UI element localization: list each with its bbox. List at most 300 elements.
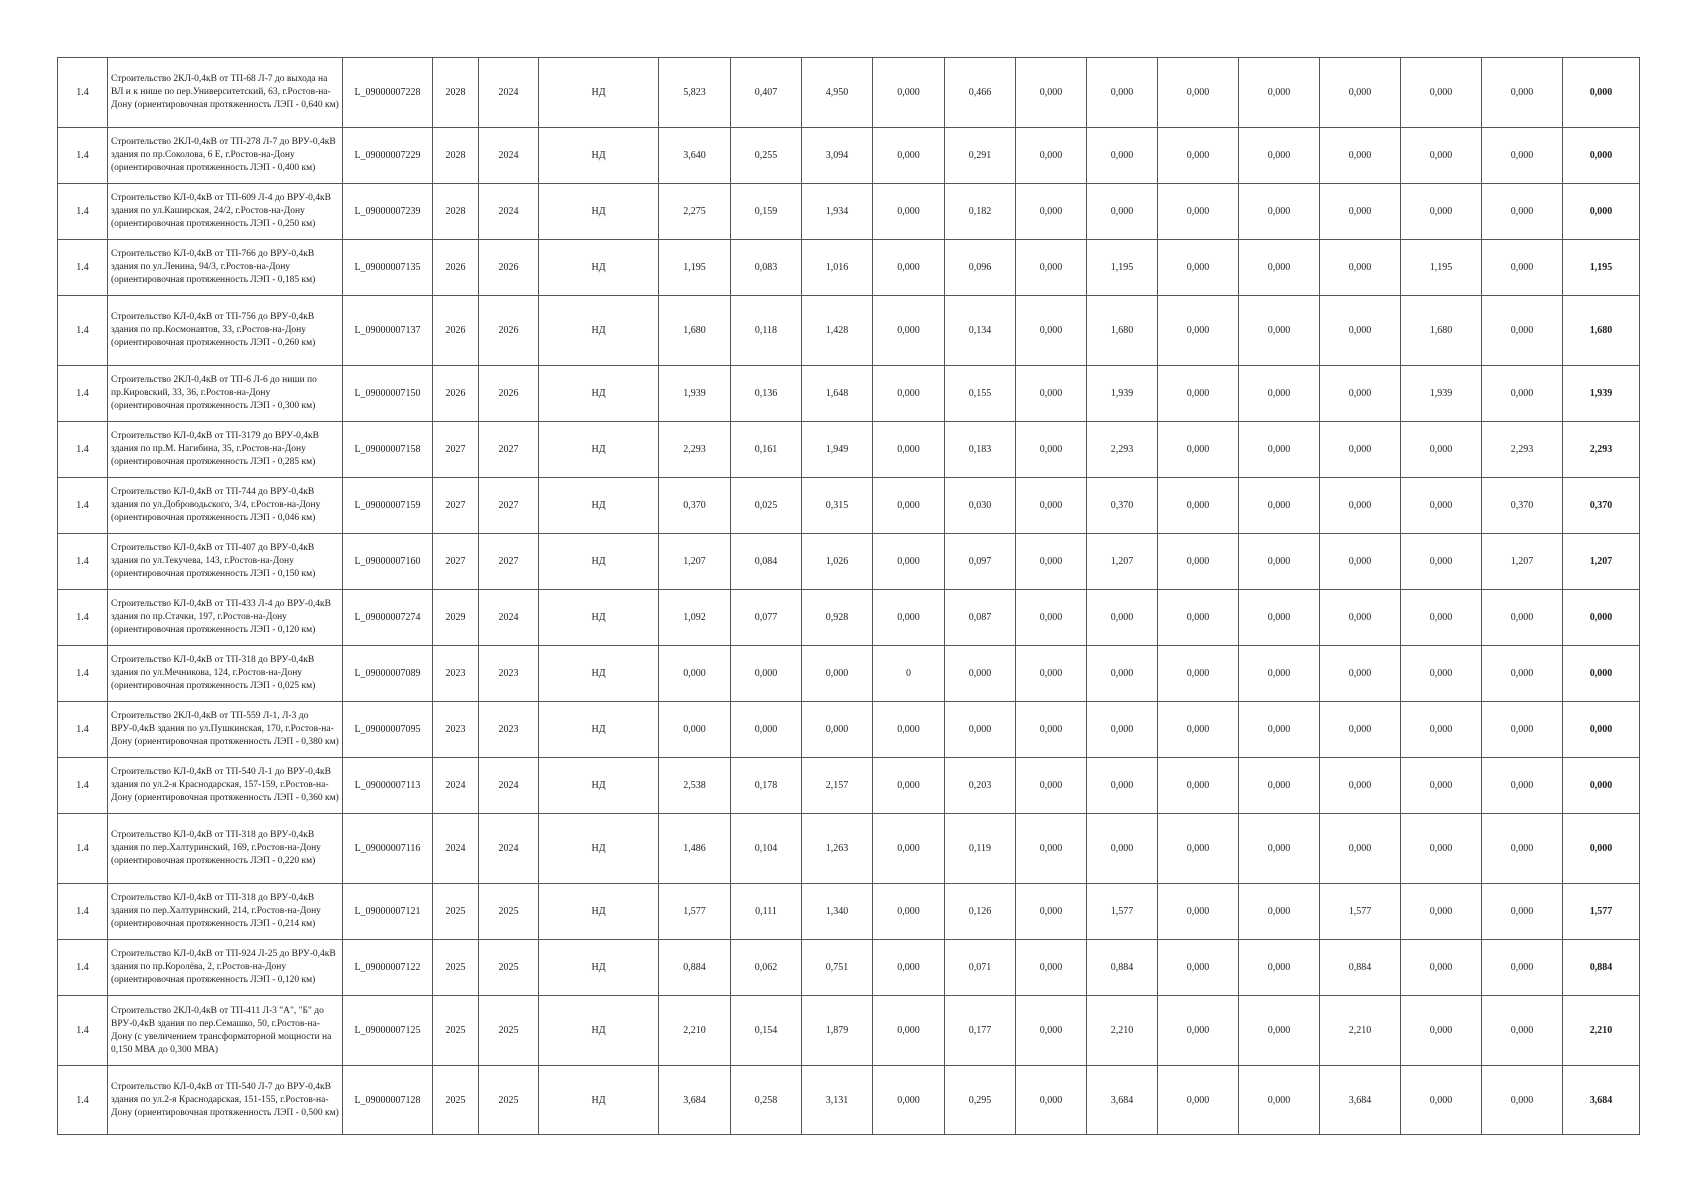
value-cell: 0,000	[873, 758, 945, 814]
value-cell: 0,203	[945, 758, 1016, 814]
value-cell: 0,000	[1087, 184, 1158, 240]
value-cell: 0,000	[1239, 478, 1320, 534]
value-cell: 0,000	[1158, 590, 1239, 646]
table-row	[58, 296, 1640, 366]
total-cell: 0,000	[1563, 128, 1640, 184]
value-cell: 3,684	[1320, 1066, 1401, 1135]
year-end-cell: 2026	[479, 366, 539, 422]
row-number-cell: 1.4	[58, 646, 108, 702]
year-start-cell: 2023	[433, 702, 479, 758]
value-cell: 0,000	[1158, 1066, 1239, 1135]
year-start-cell: 2023	[433, 646, 479, 702]
value-cell: 0,315	[802, 478, 873, 534]
value-cell: 0,000	[1320, 646, 1401, 702]
value-cell: 1,207	[1087, 534, 1158, 590]
value-cell: 0,000	[1239, 240, 1320, 296]
row-number-cell: 1.4	[58, 590, 108, 646]
table-row	[58, 1066, 1640, 1135]
table-row	[58, 58, 1640, 128]
value-cell: 0,000	[1016, 590, 1087, 646]
value-cell: 0,407	[731, 58, 802, 128]
value-cell: 0,000	[1239, 814, 1320, 884]
value-cell: 0,161	[731, 422, 802, 478]
value-cell: 0,000	[1016, 366, 1087, 422]
year-start-cell: 2028	[433, 184, 479, 240]
value-cell: 0,000	[1482, 296, 1563, 366]
value-cell: 0,751	[802, 940, 873, 996]
total-cell: 0,884	[1563, 940, 1640, 996]
total-cell: 1,680	[1563, 296, 1640, 366]
value-cell: 0,000	[1482, 758, 1563, 814]
value-cell: 0,000	[873, 296, 945, 366]
project-code-cell: L_09000007128	[343, 1066, 433, 1135]
total-cell: 0,000	[1563, 758, 1640, 814]
value-cell: 0,000	[1320, 422, 1401, 478]
total-cell: 2,210	[1563, 996, 1640, 1066]
value-cell: 4,950	[802, 58, 873, 128]
total-cell: 3,684	[1563, 1066, 1640, 1135]
value-cell: 0,000	[1158, 702, 1239, 758]
value-cell: 0,000	[1401, 646, 1482, 702]
value-cell: 0,000	[1158, 534, 1239, 590]
value-cell: 1,195	[659, 240, 731, 296]
row-number-cell: 1.4	[58, 366, 108, 422]
project-code-cell: L_09000007116	[343, 814, 433, 884]
value-cell: 0,000	[659, 646, 731, 702]
value-cell: 0,000	[1016, 940, 1087, 996]
project-code-cell: L_09000007228	[343, 58, 433, 128]
row-number-cell: 1.4	[58, 884, 108, 940]
value-cell: 0,000	[873, 940, 945, 996]
year-end-cell: 2024	[479, 184, 539, 240]
value-cell: 0,096	[945, 240, 1016, 296]
value-cell: 0,000	[1320, 184, 1401, 240]
value-cell: 0,000	[1482, 184, 1563, 240]
value-cell: 1,207	[659, 534, 731, 590]
value-cell: 3,684	[659, 1066, 731, 1135]
project-code-cell: L_09000007158	[343, 422, 433, 478]
value-cell: 0,884	[1087, 940, 1158, 996]
value-cell: 0,255	[731, 128, 802, 184]
value-cell: 0,000	[1239, 702, 1320, 758]
value-cell: 0,000	[1320, 478, 1401, 534]
value-cell: 1,680	[1087, 296, 1158, 366]
value-cell: 0,000	[659, 702, 731, 758]
value-cell: 1,207	[1482, 534, 1563, 590]
year-start-cell: 2027	[433, 422, 479, 478]
value-cell: 3,684	[1087, 1066, 1158, 1135]
data-table	[57, 57, 1640, 1135]
description-cell: Строительство 2КЛ-0,4кВ от ТП-68 Л-7 до выхода на ВЛ и к нише по пер.Университетский, 63, г.Ростов-на-Дону (ориентировочная протяженность ЛЭП - 0,640 км)	[108, 58, 343, 128]
value-cell: 0,000	[1158, 296, 1239, 366]
value-cell: 0,083	[731, 240, 802, 296]
description-cell: Строительство КЛ-0,4кВ от ТП-433 Л-4 до ВРУ-0,4кВ здания по пр.Стачки, 197, г.Ростов-на-Дону (ориентировочная протяженность ЛЭП - 0,120 км)	[108, 590, 343, 646]
value-cell: 0,000	[1158, 184, 1239, 240]
description-cell: Строительство 2КЛ-0,4кВ от ТП-559 Л-1, Л-3 до ВРУ-0,4кВ здания по ул.Пушкинская, 170, г.Ростов-на-Дону (ориентировочная протяженность ЛЭП - 0,380 км)	[108, 702, 343, 758]
status-cell: НД	[539, 240, 659, 296]
value-cell: 2,210	[1320, 996, 1401, 1066]
year-start-cell: 2028	[433, 58, 479, 128]
value-cell: 0,000	[1087, 58, 1158, 128]
row-number-cell: 1.4	[58, 296, 108, 366]
value-cell: 0,126	[945, 884, 1016, 940]
description-cell: Строительство КЛ-0,4кВ от ТП-318 до ВРУ-0,4кВ здания по пер.Халтуринский, 169, г.Ростов-на-Дону (ориентировочная протяженность ЛЭП - 0,220 км)	[108, 814, 343, 884]
value-cell: 0,000	[1239, 646, 1320, 702]
table-row	[58, 996, 1640, 1066]
year-start-cell: 2025	[433, 884, 479, 940]
value-cell: 0,000	[802, 702, 873, 758]
value-cell: 0,000	[873, 814, 945, 884]
year-start-cell: 2024	[433, 758, 479, 814]
value-cell: 0,000	[1320, 296, 1401, 366]
status-cell: НД	[539, 758, 659, 814]
value-cell: 0,154	[731, 996, 802, 1066]
description-cell: Строительство 2КЛ-0,4кВ от ТП-411 Л-3 "А", "Б" до ВРУ-0,4кВ здания по пер.Семашко, 50, г.Ростов-на-Дону (с увеличением трансформаторной мощности на 0,150 МВА до 0,300 МВА)	[108, 996, 343, 1066]
value-cell: 1,263	[802, 814, 873, 884]
project-code-cell: L_09000007160	[343, 534, 433, 590]
year-start-cell: 2026	[433, 240, 479, 296]
value-cell: 1,939	[1401, 366, 1482, 422]
value-cell: 0,000	[1320, 590, 1401, 646]
value-cell: 1,577	[1320, 884, 1401, 940]
value-cell: 0,000	[873, 478, 945, 534]
value-cell: 0,000	[1158, 884, 1239, 940]
value-cell: 0,000	[1087, 128, 1158, 184]
value-cell: 0,000	[945, 646, 1016, 702]
year-end-cell: 2025	[479, 884, 539, 940]
value-cell: 1,939	[1087, 366, 1158, 422]
total-cell: 0,000	[1563, 58, 1640, 128]
description-cell: Строительство КЛ-0,4кВ от ТП-924 Л-25 до ВРУ-0,4кВ здания по пр.Королёва, 2, г.Ростов-на-Дону (ориентировочная протяженность ЛЭП - 0,120 км)	[108, 940, 343, 996]
value-cell: 1,486	[659, 814, 731, 884]
value-cell: 0,000	[1320, 366, 1401, 422]
total-cell: 2,293	[1563, 422, 1640, 478]
value-cell: 0,000	[873, 184, 945, 240]
value-cell: 0,000	[1239, 758, 1320, 814]
value-cell: 0,000	[1239, 128, 1320, 184]
year-end-cell: 2024	[479, 58, 539, 128]
status-cell: НД	[539, 884, 659, 940]
total-cell: 0,000	[1563, 702, 1640, 758]
value-cell: 0,136	[731, 366, 802, 422]
value-cell: 5,823	[659, 58, 731, 128]
status-cell: НД	[539, 366, 659, 422]
value-cell: 2,157	[802, 758, 873, 814]
value-cell: 2,210	[659, 996, 731, 1066]
value-cell: 0,000	[1482, 646, 1563, 702]
value-cell: 0,000	[1320, 758, 1401, 814]
project-code-cell: L_09000007122	[343, 940, 433, 996]
table-row	[58, 758, 1640, 814]
year-start-cell: 2027	[433, 478, 479, 534]
value-cell: 0,000	[1320, 128, 1401, 184]
value-cell: 0,291	[945, 128, 1016, 184]
value-cell: 0,000	[1320, 58, 1401, 128]
value-cell: 2,210	[1087, 996, 1158, 1066]
value-cell: 1,949	[802, 422, 873, 478]
table-row	[58, 240, 1640, 296]
value-cell: 0,084	[731, 534, 802, 590]
value-cell: 0,000	[1482, 996, 1563, 1066]
year-start-cell: 2025	[433, 1066, 479, 1135]
table-row	[58, 646, 1640, 702]
value-cell: 0,000	[1239, 590, 1320, 646]
value-cell: 0,000	[1401, 1066, 1482, 1135]
value-cell: 0,000	[1016, 996, 1087, 1066]
description-cell: Строительство КЛ-0,4кВ от ТП-3179 до ВРУ-0,4кВ здания по пр.М. Нагибина, 35, г.Ростов-на-Дону (ориентировочная протяженность ЛЭП - 0,285 км)	[108, 422, 343, 478]
value-cell: 0,000	[731, 646, 802, 702]
value-cell: 0,000	[1016, 240, 1087, 296]
project-code-cell: L_09000007089	[343, 646, 433, 702]
year-end-cell: 2024	[479, 590, 539, 646]
value-cell: 0,000	[873, 884, 945, 940]
project-code-cell: L_09000007229	[343, 128, 433, 184]
value-cell: 0,118	[731, 296, 802, 366]
project-code-cell: L_09000007125	[343, 996, 433, 1066]
project-code-cell: L_09000007095	[343, 702, 433, 758]
value-cell: 0,025	[731, 478, 802, 534]
description-cell: Строительство КЛ-0,4кВ от ТП-540 Л-7 до ВРУ-0,4кВ здания по ул.2-я Краснодарская, 151-155, г.Ростов-на-Дону (ориентировочная протяженность ЛЭП - 0,500 км)	[108, 1066, 343, 1135]
value-cell: 0,466	[945, 58, 1016, 128]
value-cell: 0,119	[945, 814, 1016, 884]
value-cell: 1,195	[1087, 240, 1158, 296]
value-cell: 0,000	[1401, 422, 1482, 478]
value-cell: 2,293	[1482, 422, 1563, 478]
value-cell: 1,680	[1401, 296, 1482, 366]
value-cell: 0,000	[1158, 240, 1239, 296]
value-cell: 0,000	[1016, 296, 1087, 366]
value-cell: 0,000	[1087, 646, 1158, 702]
value-cell: 0,000	[1482, 884, 1563, 940]
value-cell: 1,577	[659, 884, 731, 940]
value-cell: 0,062	[731, 940, 802, 996]
value-cell: 3,640	[659, 128, 731, 184]
description-cell: Строительство КЛ-0,4кВ от ТП-318 до ВРУ-0,4кВ здания по пер.Халтуринский, 214, г.Ростов-на-Дону (ориентировочная протяженность ЛЭП - 0,214 км)	[108, 884, 343, 940]
value-cell: 0,000	[1158, 996, 1239, 1066]
value-cell: 0,000	[1016, 184, 1087, 240]
value-cell: 0,000	[1158, 366, 1239, 422]
description-cell: Строительство КЛ-0,4кВ от ТП-756 до ВРУ-0,4кВ здания по пр.Космонавтов, 33, г.Ростов-на-Дону (ориентировочная протяженность ЛЭП - 0,260 км)	[108, 296, 343, 366]
row-number-cell: 1.4	[58, 128, 108, 184]
value-cell: 0,000	[1158, 646, 1239, 702]
table-row	[58, 422, 1640, 478]
status-cell: НД	[539, 940, 659, 996]
status-cell: НД	[539, 128, 659, 184]
value-cell: 0,000	[1087, 814, 1158, 884]
value-cell: 0,000	[1320, 534, 1401, 590]
project-code-cell: L_09000007137	[343, 296, 433, 366]
value-cell: 0,000	[873, 240, 945, 296]
project-code-cell: L_09000007150	[343, 366, 433, 422]
value-cell: 0,000	[1320, 814, 1401, 884]
description-cell: Строительство КЛ-0,4кВ от ТП-540 Л-1 до ВРУ-0,4кВ здания по ул.2-я Краснодарская, 157-159, г.Ростов-на-Дону (ориентировочная протяженность ЛЭП - 0,360 км)	[108, 758, 343, 814]
total-cell: 1,577	[1563, 884, 1640, 940]
year-end-cell: 2024	[479, 128, 539, 184]
total-cell: 0,370	[1563, 478, 1640, 534]
value-cell: 1,428	[802, 296, 873, 366]
year-end-cell: 2027	[479, 534, 539, 590]
status-cell: НД	[539, 590, 659, 646]
value-cell: 0,111	[731, 884, 802, 940]
status-cell: НД	[539, 534, 659, 590]
value-cell: 1,092	[659, 590, 731, 646]
value-cell: 0,370	[659, 478, 731, 534]
value-cell: 0,000	[1016, 478, 1087, 534]
value-cell: 3,094	[802, 128, 873, 184]
value-cell: 1,648	[802, 366, 873, 422]
status-cell: НД	[539, 58, 659, 128]
table-row	[58, 184, 1640, 240]
value-cell: 1,680	[659, 296, 731, 366]
row-number-cell: 1.4	[58, 702, 108, 758]
total-cell: 1,195	[1563, 240, 1640, 296]
value-cell: 0,000	[802, 646, 873, 702]
table-body	[58, 58, 1640, 1135]
value-cell: 0,000	[1482, 1066, 1563, 1135]
year-start-cell: 2024	[433, 814, 479, 884]
value-cell: 0,104	[731, 814, 802, 884]
value-cell: 1,026	[802, 534, 873, 590]
value-cell: 0,183	[945, 422, 1016, 478]
value-cell: 1,879	[802, 996, 873, 1066]
value-cell: 0,884	[659, 940, 731, 996]
value-cell: 0,000	[1016, 422, 1087, 478]
value-cell: 0,159	[731, 184, 802, 240]
value-cell: 0,000	[1482, 366, 1563, 422]
value-cell: 0,000	[1158, 758, 1239, 814]
value-cell: 0,000	[1239, 534, 1320, 590]
value-cell: 0,000	[1239, 366, 1320, 422]
total-cell: 1,207	[1563, 534, 1640, 590]
value-cell: 0,884	[1320, 940, 1401, 996]
value-cell: 0,295	[945, 1066, 1016, 1135]
table-row	[58, 366, 1640, 422]
value-cell: 0,155	[945, 366, 1016, 422]
value-cell: 0,000	[1401, 996, 1482, 1066]
value-cell: 0,000	[1401, 758, 1482, 814]
status-cell: НД	[539, 184, 659, 240]
project-code-cell: L_09000007121	[343, 884, 433, 940]
value-cell: 0,000	[1239, 296, 1320, 366]
status-cell: НД	[539, 296, 659, 366]
row-number-cell: 1.4	[58, 534, 108, 590]
table-row	[58, 940, 1640, 996]
table-row	[58, 702, 1640, 758]
status-cell: НД	[539, 996, 659, 1066]
value-cell: 2,293	[1087, 422, 1158, 478]
value-cell: 2,275	[659, 184, 731, 240]
year-start-cell: 2025	[433, 940, 479, 996]
value-cell: 0,077	[731, 590, 802, 646]
value-cell: 1,934	[802, 184, 873, 240]
value-cell: 0,000	[1482, 58, 1563, 128]
value-cell: 0,000	[873, 534, 945, 590]
row-number-cell: 1.4	[58, 478, 108, 534]
value-cell: 0,000	[1401, 128, 1482, 184]
value-cell: 0,177	[945, 996, 1016, 1066]
value-cell: 0,000	[1158, 422, 1239, 478]
year-end-cell: 2023	[479, 646, 539, 702]
row-number-cell: 1.4	[58, 422, 108, 478]
value-cell: 1,939	[659, 366, 731, 422]
status-cell: НД	[539, 646, 659, 702]
value-cell: 0,000	[1087, 702, 1158, 758]
value-cell: 0,370	[1482, 478, 1563, 534]
value-cell: 0,000	[1158, 58, 1239, 128]
table-row	[58, 534, 1640, 590]
value-cell: 0,000	[1239, 184, 1320, 240]
value-cell: 0,000	[1401, 590, 1482, 646]
value-cell: 0,000	[1401, 184, 1482, 240]
description-cell: Строительство КЛ-0,4кВ от ТП-407 до ВРУ-0,4кВ здания по ул.Текучева, 143, г.Ростов-на-Дону (ориентировочная протяженность ЛЭП - 0,150 км)	[108, 534, 343, 590]
description-cell: Строительство КЛ-0,4кВ от ТП-318 до ВРУ-0,4кВ здания по ул.Мечникова, 124, г.Ростов-на-Дону (ориентировочная протяженность ЛЭП - 0,025 км)	[108, 646, 343, 702]
value-cell: 0,071	[945, 940, 1016, 996]
description-cell: Строительство КЛ-0,4кВ от ТП-609 Л-4 до ВРУ-0,4кВ здания по ул.Каширская, 24/2, г.Ростов-на-Дону (ориентировочная протяженность ЛЭП - 0,250 км)	[108, 184, 343, 240]
value-cell: 0,000	[873, 996, 945, 1066]
value-cell: 0,178	[731, 758, 802, 814]
value-cell: 0,000	[1016, 702, 1087, 758]
value-cell: 0,000	[1401, 940, 1482, 996]
status-cell: НД	[539, 478, 659, 534]
value-cell: 0,000	[1239, 1066, 1320, 1135]
row-number-cell: 1.4	[58, 814, 108, 884]
description-cell: Строительство КЛ-0,4кВ от ТП-766 до ВРУ-0,4кВ здания по ул.Ленина, 94/3, г.Ростов-на-Дону (ориентировочная протяженность ЛЭП - 0,185 км)	[108, 240, 343, 296]
value-cell: 0,000	[1401, 478, 1482, 534]
description-cell: Строительство 2КЛ-0,4кВ от ТП-6 Л-6 до ниши по пр.Кировский, 33, 36, г.Ростов-на-Дону (ориентировочная протяженность ЛЭП - 0,300 км)	[108, 366, 343, 422]
project-code-cell: L_09000007239	[343, 184, 433, 240]
value-cell: 0,000	[1401, 814, 1482, 884]
value-cell: 0,000	[1016, 758, 1087, 814]
total-cell: 0,000	[1563, 590, 1640, 646]
value-cell: 0,000	[1239, 422, 1320, 478]
value-cell: 0,258	[731, 1066, 802, 1135]
value-cell: 0,097	[945, 534, 1016, 590]
value-cell: 0,182	[945, 184, 1016, 240]
value-cell: 1,016	[802, 240, 873, 296]
year-start-cell: 2026	[433, 296, 479, 366]
value-cell: 0,000	[945, 702, 1016, 758]
year-start-cell: 2027	[433, 534, 479, 590]
value-cell: 0,370	[1087, 478, 1158, 534]
row-number-cell: 1.4	[58, 996, 108, 1066]
value-cell: 0,000	[873, 1066, 945, 1135]
value-cell: 0,000	[1087, 590, 1158, 646]
year-end-cell: 2023	[479, 702, 539, 758]
table-row	[58, 814, 1640, 884]
year-start-cell: 2028	[433, 128, 479, 184]
value-cell: 0,000	[1482, 128, 1563, 184]
description-cell: Строительство КЛ-0,4кВ от ТП-744 до ВРУ-0,4кВ здания по ул.Доброводьского, 3/4, г.Ростов-на-Дону (ориентировочная протяженность ЛЭП - 0,046 км)	[108, 478, 343, 534]
row-number-cell: 1.4	[58, 940, 108, 996]
value-cell: 0,000	[1482, 590, 1563, 646]
value-cell: 0,000	[1239, 996, 1320, 1066]
status-cell: НД	[539, 422, 659, 478]
row-number-cell: 1.4	[58, 58, 108, 128]
value-cell: 0,030	[945, 478, 1016, 534]
year-end-cell: 2024	[479, 758, 539, 814]
row-number-cell: 1.4	[58, 240, 108, 296]
value-cell: 0,000	[1016, 128, 1087, 184]
value-cell: 0,000	[1401, 534, 1482, 590]
table-row	[58, 128, 1640, 184]
value-cell: 0,000	[1016, 1066, 1087, 1135]
value-cell: 0,000	[1016, 58, 1087, 128]
status-cell: НД	[539, 702, 659, 758]
value-cell: 0,000	[1401, 702, 1482, 758]
table-row	[58, 478, 1640, 534]
value-cell: 0,000	[1239, 58, 1320, 128]
value-cell: 0,000	[1320, 240, 1401, 296]
